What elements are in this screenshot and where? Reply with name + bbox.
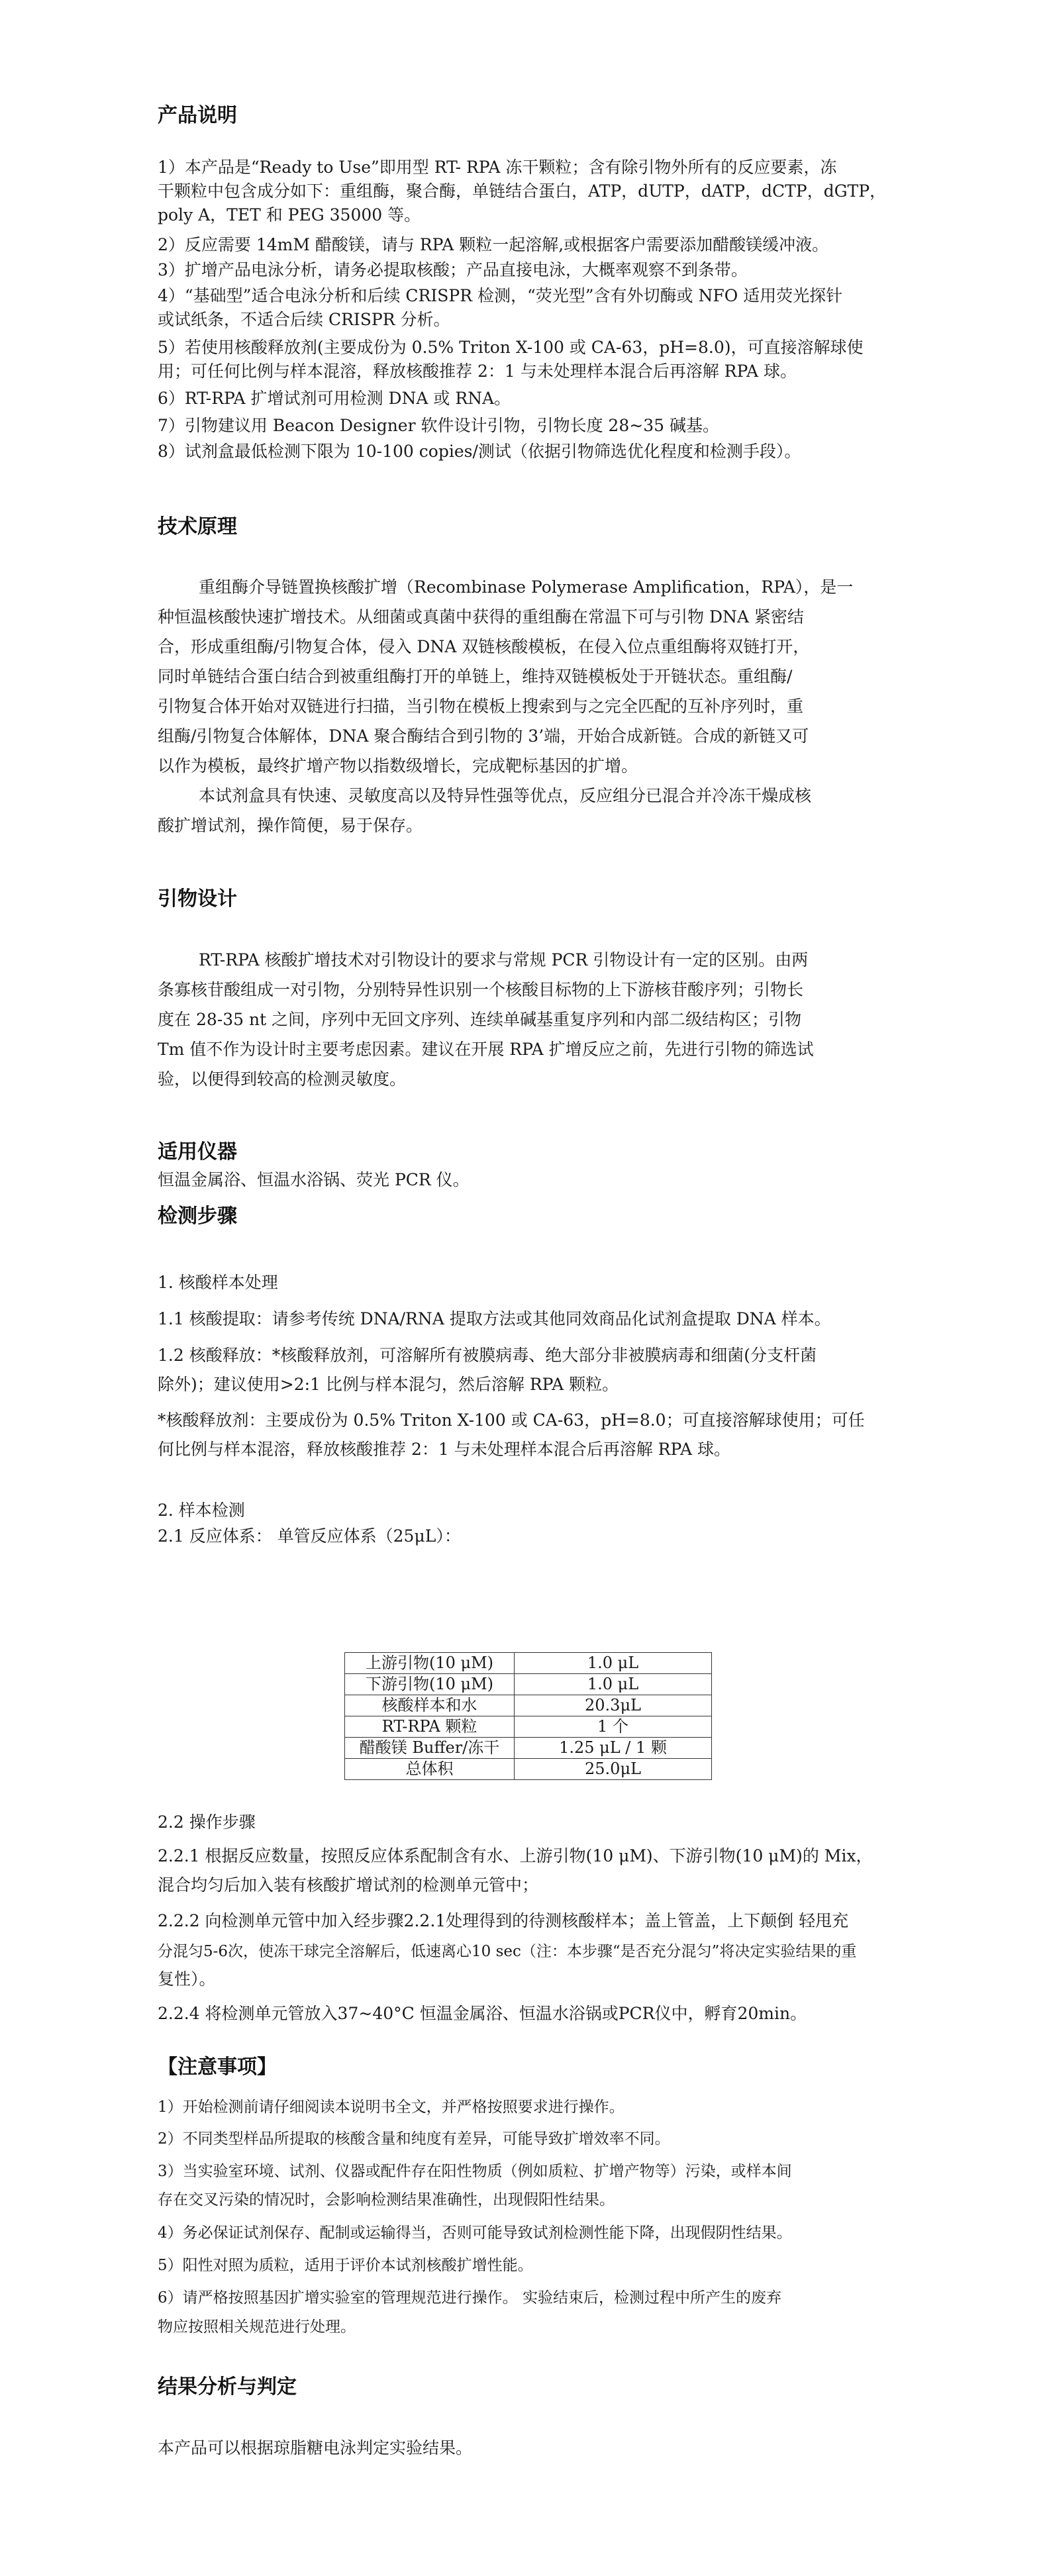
notes-line: 物应按照相关规范进行处理。	[158, 2318, 356, 2336]
step2-2-line: 复性）。	[158, 1969, 216, 1989]
step2-2-line: 2.2.2 向检测单元管中加入经步骤2.2.1处理得到的待测核酸样本；盖上管盖，上下颠倒 轻甩充	[158, 1911, 849, 1930]
table-cell-volume: 25.0μL	[515, 1759, 712, 1780]
product-line: 用；可任何比例与样本混溶，释放核酸推荐 2：1 与未处理样本混合后再溶解 RPA 球。	[158, 362, 797, 381]
principle-line: 合，形成重组酶/引物复合体，侵入 DNA 双链核酸模板，在侵入位点重组酶将双链打开，	[158, 637, 810, 656]
product-line: 干颗粒中包含成分如下：重组酶，聚合酶，单链结合蛋白，ATP，dUTP，dATP，dCTP，dGTP，	[158, 181, 887, 201]
principle-line: 重组酶介导链置换核酸扩增（Recombinase Polymerase Amplification，RPA），是一	[199, 577, 854, 597]
product-line: 7）引物建议用 Beacon Designer 软件设计引物，引物长度 28~35 碱基。	[158, 416, 719, 435]
notes-line: 4）务必保证试剂保存、配制或运输得当，否则可能导致试剂检测性能下降，出现假阴性结果。	[158, 2224, 792, 2242]
table-cell-component: 核酸样本和水	[345, 1695, 515, 1716]
table-cell-component: 醋酸镁 Buffer/冻干	[345, 1738, 515, 1759]
table-cell-volume: 1.0 μL	[515, 1653, 712, 1674]
step1-line: *核酸释放剂：主要成份为 0.5% Triton X-100 或 CA-63，pH=8.0；可直接溶解球使用；可任	[158, 1411, 865, 1430]
reaction-system-table	[344, 1652, 712, 1780]
notes-line: 3）当实验室环境、试剂、仪器或配件存在阳性物质（例如质粒、扩增产物等）污染，或样本间	[158, 2163, 792, 2180]
step1-title: 1. 核酸样本处理	[158, 1273, 278, 1292]
table-cell-component: 上游引物(10 μM)	[345, 1653, 515, 1674]
notes-line: 存在交叉污染的情况时，会影响检测结果准确性，出现假阳性结果。	[158, 2191, 615, 2208]
table-cell-volume: 20.3μL	[515, 1695, 712, 1716]
step2-1-label: 2.1 反应体系： 单管反应体系（25μL）：	[158, 1526, 461, 1546]
product-line: 6）RT-RPA 扩增试剂可用检测 DNA 或 RNA。	[158, 389, 511, 408]
table-cell-volume: 1 个	[515, 1716, 712, 1738]
product-line: poly A，TET 和 PEG 35000 等。	[158, 205, 421, 224]
primer-line: 验，以便得到较高的检测灵敏度。	[158, 1069, 407, 1089]
section-title-notes: 【注意事项】	[158, 2056, 277, 2079]
product-line: 3）扩增产品电泳分析，请务必提取核酸；产品直接电泳，大概率观察不到条带。	[158, 260, 748, 279]
notes-line: 2）不同类型样品所提取的核酸含量和纯度有差异，可能导致扩增效率不同。	[158, 2130, 670, 2148]
section-title-result: 结果分析与判定	[158, 2375, 297, 2399]
table-row	[345, 1738, 712, 1759]
step2-2-label: 2.2 操作步骤	[158, 1812, 256, 1832]
step1-line: 除外)；建议使用>2:1 比例与样本混匀，然后溶解 RPA 颗粒。	[158, 1375, 619, 1394]
notes-line: 1）开始检测前请仔细阅读本说明书全文，并严格按照要求进行操作。	[158, 2099, 625, 2116]
product-line: 或试纸条，不适合后续 CRISPR 分析。	[158, 310, 450, 329]
primer-line: RT-RPA 核酸扩增技术对引物设计的要求与常规 PCR 引物设计有一定的区别。由两	[199, 950, 809, 969]
principle-line: 组酶/引物复合体解体，DNA 聚合酶结合到引物的 3’端，开始合成新链。合成的新链又可	[158, 726, 809, 746]
result-text: 本产品可以根据琼脂糖电泳判定实验结果。	[158, 2438, 473, 2457]
principle-line: 酸扩增试剂，操作简便，易于保存。	[158, 816, 423, 835]
section-title-procedure: 检测步骤	[158, 1205, 237, 1228]
product-line: 5）若使用核酸释放剂(主要成份为 0.5% Triton X-100 或 CA-63，pH=8.0)，可直接溶解球使	[158, 338, 864, 357]
section-title-instrument: 适用仪器	[158, 1140, 237, 1164]
principle-line: 同时单链结合蛋白结合到被重组酶打开的单链上，维持双链模板处于开链状态。重组酶/	[158, 667, 793, 686]
product-line: 1）本产品是“Ready to Use”即用型 RT- RPA 冻干颗粒；含有除引物外所有的反应要素，冻	[158, 158, 837, 177]
table-cell-component: RT-RPA 颗粒	[345, 1716, 515, 1738]
table-cell-component: 下游引物(10 μM)	[345, 1674, 515, 1695]
step2-2-line: 2.2.4 将检测单元管放入37~40°C 恒温金属浴、恒温水浴锅或PCR仪中，孵育20min。	[158, 2004, 807, 2023]
principle-line: 种恒温核酸快速扩增技术。从细菌或真菌中获得的重组酶在常温下可与引物 DNA 紧密结	[158, 607, 804, 626]
table-cell-volume: 1.0 μL	[515, 1674, 712, 1695]
principle-line: 本试剂盒具有快速、灵敏度高以及特异性强等优点，反应组分已混合并冷冻干燥成核	[199, 786, 812, 805]
product-line: 8）试剂盒最低检测下限为 10-100 copies/测试（依据引物筛选优化程度和检测手段）。	[158, 442, 801, 461]
table-cell-component: 总体积	[345, 1759, 515, 1780]
table-row	[345, 1653, 712, 1674]
primer-line: 度在 28-35 nt 之间，序列中无回文序列、连续单碱基重复序列和内部二级结构区；引物	[158, 1010, 802, 1029]
product-line: 2）反应需要 14mM 醋酸镁，请与 RPA 颗粒一起溶解,或根据客户需要添加醋酸镁缓冲液。	[158, 235, 829, 254]
step1-line: 1.2 核酸释放：*核酸释放剂，可溶解所有被膜病毒、绝大部分非被膜病毒和细菌(分支杆菌	[158, 1346, 817, 1365]
principle-line: 引物复合体开始对双链进行扫描，当引物在模板上搜索到与之完全匹配的互补序列时，重	[158, 697, 804, 716]
table-row	[345, 1716, 712, 1738]
notes-line: 6）请严格按照基因扩增实验室的管理规范进行操作。 实验结束后，检测过程中所产生的废弃	[158, 2289, 781, 2306]
step1-line: 何比例与样本混溶，释放核酸推荐 2：1 与未处理样本混合后再溶解 RPA 球。	[158, 1440, 731, 1459]
principle-line: 以作为模板，最终扩增产物以指数级增长，完成靶标基因的扩增。	[158, 756, 638, 775]
step1-line: 1.1 核酸提取：请参考传统 DNA/RNA 提取方法或其他同效商品化试剂盒提取 DNA 样本。	[158, 1309, 831, 1328]
table-cell-volume: 1.25 μL / 1 颗	[515, 1738, 712, 1759]
step2-2-line: 2.2.1 根据反应数量，按照反应体系配制含有水、上游引物(10 μM)、下游引物(10 μM)的 Mix，	[158, 1846, 873, 1865]
step2-title: 2. 样本检测	[158, 1501, 245, 1520]
notes-line: 5）阳性对照为质粒，适用于评价本试剂核酸扩增性能。	[158, 2257, 533, 2274]
section-title-product: 产品说明	[158, 104, 237, 127]
table-row	[345, 1674, 712, 1695]
product-line: 4）“基础型”适合电泳分析和后续 CRISPR 检测，“荧光型”含有外切酶或 NFO 适用荧光探针	[158, 286, 843, 305]
section-title-principle: 技术原理	[158, 515, 237, 538]
table-row	[345, 1759, 712, 1780]
instrument-text: 恒温金属浴、恒温水浴锅、荧光 PCR 仪。	[158, 1170, 470, 1189]
step2-2-line: 分混匀5-6次，使冻干球完全溶解后，低速离心10 sec（注：本步骤“是否充分混匀”将决定实验结果的重	[158, 1943, 857, 1960]
primer-line: 条寡核苷酸组成一对引物，分别特异性识别一个核酸目标物的上下游核苷酸序列；引物长	[158, 980, 804, 999]
table-row	[345, 1695, 712, 1716]
primer-line: Tm 值不作为设计时主要考虑因素。建议在开展 RPA 扩增反应之前，先进行引物的筛选试	[158, 1040, 814, 1059]
section-title-primer: 引物设计	[158, 887, 237, 911]
step2-2-line: 混合均匀后加入装有核酸扩增试剂的检测单元管中；	[158, 1875, 539, 1895]
